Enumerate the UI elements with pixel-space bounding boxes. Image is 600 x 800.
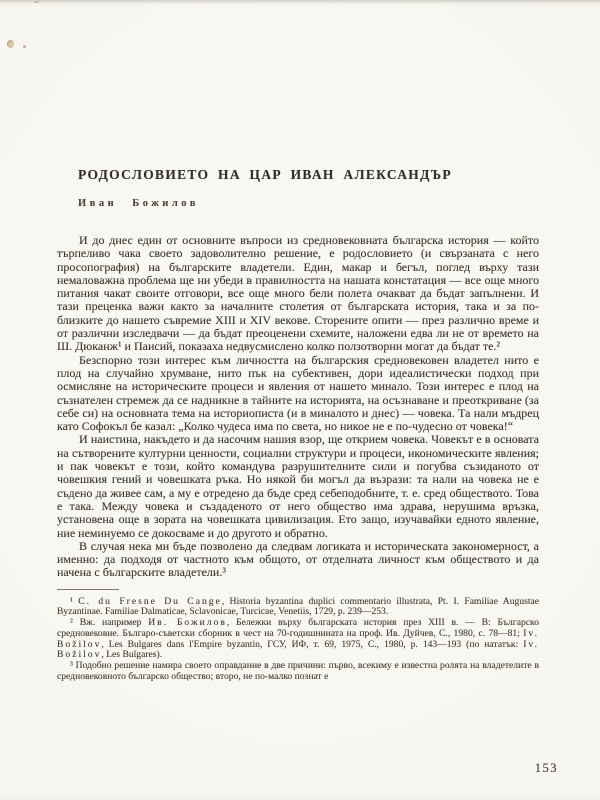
article <box>57 167 539 682</box>
page-number: 153 <box>534 761 558 775</box>
footnote-text: ¹ <box>70 595 79 607</box>
footnote-text: , Les Bulgares). <box>101 649 163 661</box>
body-paragraphs <box>57 234 539 580</box>
scan-speck <box>7 40 14 48</box>
body-paragraph: В случая нека ми бъде позволено да следвам логиката и историческата закономерност, а именно: да подходя от частното към общото, от отделната личност към обществото и да начена с българските владетели.³ <box>57 538 539 580</box>
footnote-spaced-name: Iv. Božilov <box>57 627 539 650</box>
article-author: Иван Божилов <box>78 198 199 209</box>
body-paragraph: И наистина, накъдето и да насочим нашия взор, ще открием човека. Човекът е в основата на сътворените културни ценности, социални структури и процеси, икономическите явления; и пак човекът е този, който командува разрушителните сили и погубва съзиданото от човешкия гений и човешката ръка. Но някой би могъл да възрази: та нали на човека не е съдено да живее сам, а му е отредено да бъде сред себеподобните, т. е. сред обществото. Това е така. Между човека и създаденото от него общество има здрава, нерушима връзка, установена още в зората на човешката цивилизация. Ето защо, изучавайки едното явление, ние неминуемо се докосваме и до другото и обратно. <box>57 432 539 540</box>
footnote <box>57 618 539 661</box>
scan-speck <box>23 45 26 48</box>
footnote-spaced-name: Iv. Božilov <box>57 638 539 661</box>
footnote-text: ³ Подобно решение намира своето оправдание в две причини: първо, всекиму е известна ролята на владетелите в средновековното българско общество; второ, не по-малко познат е <box>57 659 539 682</box>
scan-top-edge <box>0 0 600 4</box>
scan-speck <box>34 1 39 3</box>
body-paragraph: Безспорно този интерес към личността на българския средновековен владетел нито е плод на случайно хрумване, нито пък на субективен, дори идеалистически подход при осмисляне на историческите процеси и явления от нашето минало. Този интерес е плод на съзнателен стремеж да се надникне в тайните на историята, на осъзнаване и преоткриване (за себе си) на основната тема на историописта (и в миналото и днес) — човека. Та нали мъдрец като Софокъл бе казал: „Колко чудеса има по света, но никое не е по-чудесно от човека!“ <box>57 352 539 434</box>
article-title: РОДОСЛОВИЕТО НА ЦАР ИВАН АЛЕКСАНДЪР <box>78 167 452 182</box>
footnote-text: , Les Bulgares dans l'Empire byzantin, ГСУ, ИФ, т. 69, 1975, С., 1980, p. 143—193 (по нататък: <box>101 638 524 650</box>
footnote <box>57 661 539 682</box>
footnotes <box>57 597 539 683</box>
footnote-spaced-name: C. du Fresne Du Cange <box>78 595 222 607</box>
footnote-text: , Бележки върху българската история през XIII в. — В: Българско средновековие. Българо-съветски сборник в чест на 70-годишнината на проф. Ив. Дуйчев, С., 1980, с. 78—81; <box>57 617 539 639</box>
footnote-spaced-name: Ив. Божилов <box>148 617 227 629</box>
footnote-text: ² Вж. например <box>70 617 149 629</box>
body-paragraph: И до днес един от основните въпроси из средновековната българска история — който търпеливо чака своето задоволително решение, е родословието (и свързаната с него просопография) на българските владетели. Един, макар и бегъл, поглед върху тази немаловажна проблема ще ни убеди в правилността на нашата констатация — все още много питания чакат своите отговори, все още много бели полета очакват да бъдат запълнени. И тази преценка важи както за началните столетия от българската история, така и за по-близките до нашето съвремие XIII и XIV векове. Сторените опити — през различно време и от различни изследвачи — да бъдат преоценени схемите, наложени едва ли не от времето на Ш. Дюканж¹ и Паисий, показаха недвусмислено колко ползотворни могат да бъдат те.² <box>57 233 539 354</box>
footnote-text: , Historia byzantina duplici commentario illustrata, Pt. I. Familiae Augustae Byzantinae. Familiae Dalmaticae, Sclavonicae, Turcicae, Venetiis, 1729, p. 239—253. <box>57 595 539 618</box>
footnote-separator <box>57 589 119 590</box>
footnote <box>57 597 539 618</box>
